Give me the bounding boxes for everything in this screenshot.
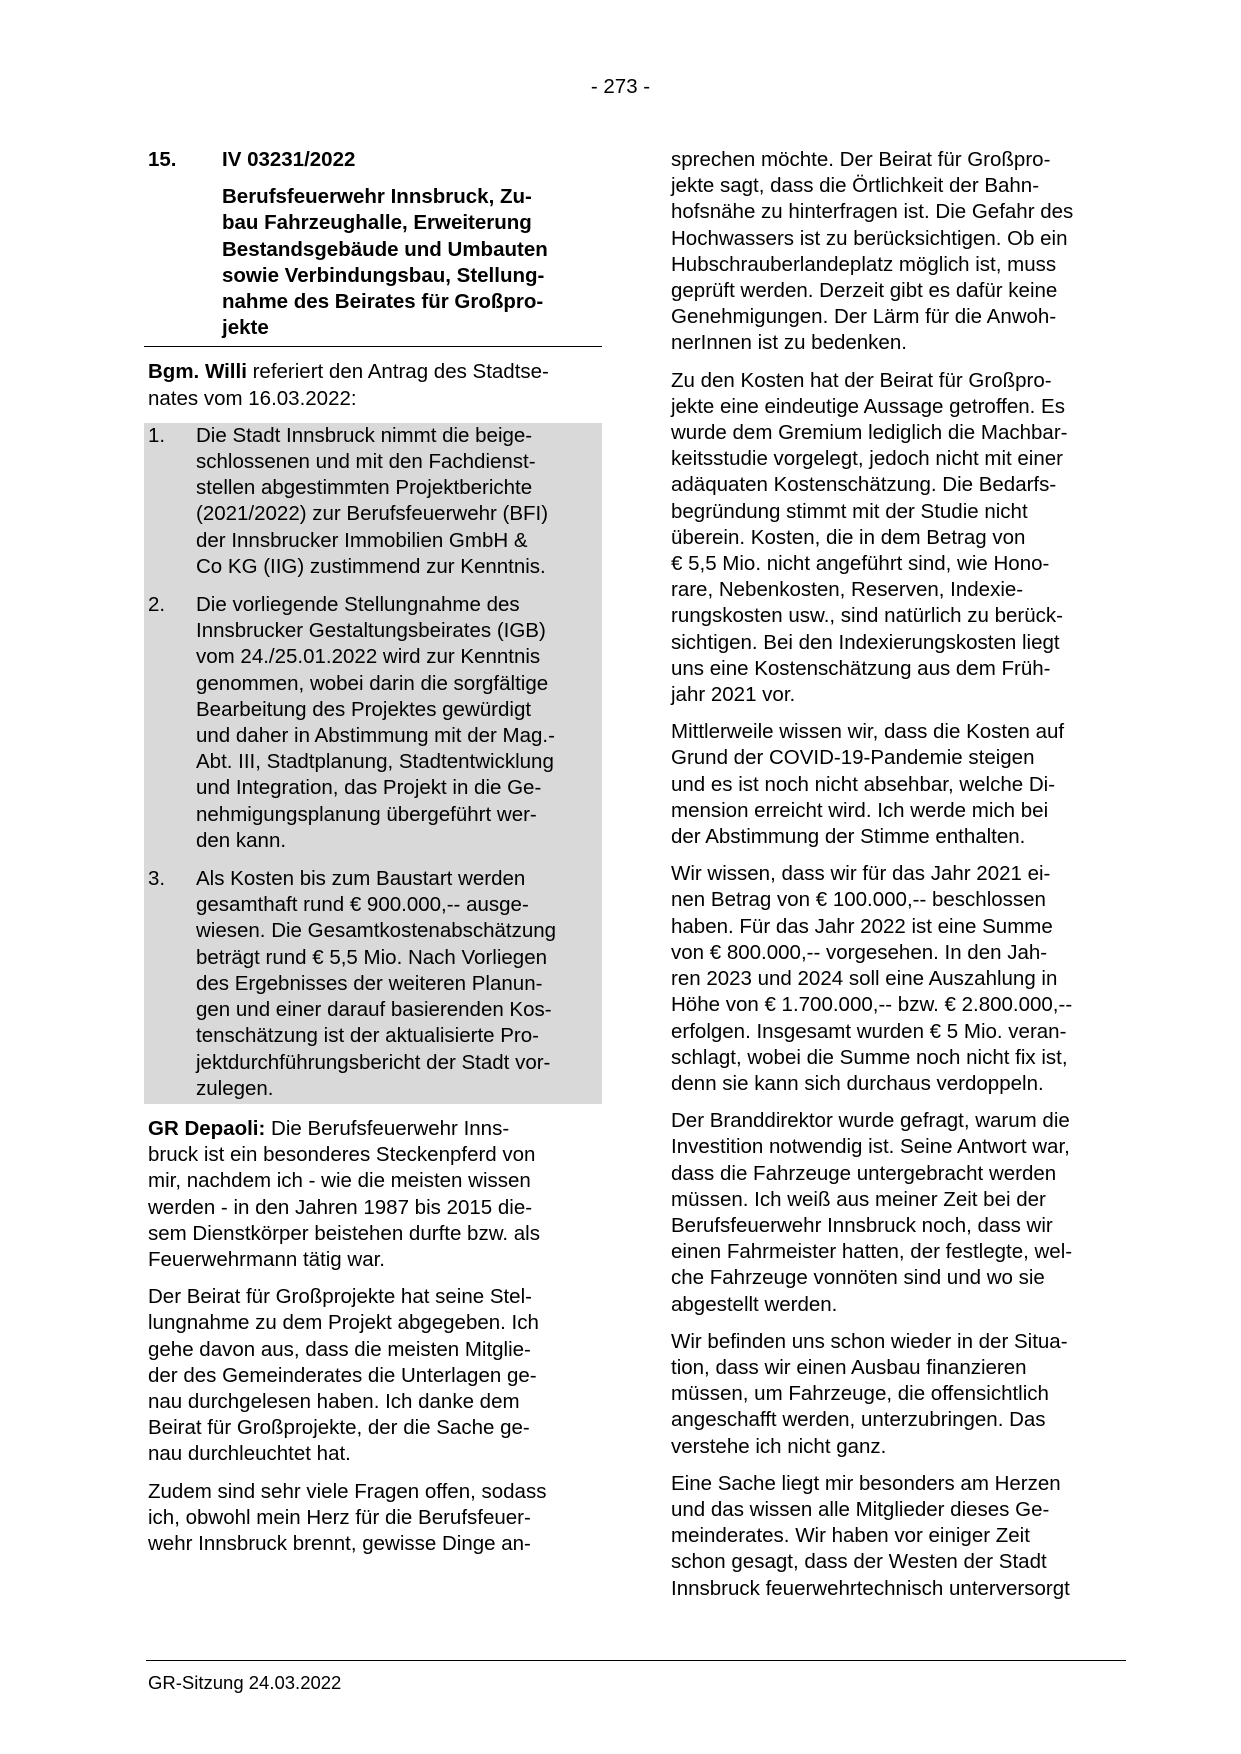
text-line: Der Branddirektor wurde gefragt, warum die bbox=[671, 1109, 1070, 1133]
motion-item-number: 1. bbox=[148, 423, 166, 447]
text-line: Mittlerweile wissen wir, dass die Kosten auf bbox=[671, 720, 1065, 744]
text-line: wehr Innsbruck brennt, gewisse Dinge an- bbox=[148, 1531, 531, 1555]
footer-divider bbox=[146, 1660, 1126, 1661]
text-line: Bearbeitung des Projektes gewürdigt bbox=[196, 697, 532, 721]
intro-line: referiert den Antrag des Stadtse- bbox=[246, 360, 549, 384]
text-line: gesamthaft rund € 900.000,-- ausge- bbox=[196, 893, 529, 917]
text-line: Innsbruck feuerwehrtechnisch unterversorgt bbox=[671, 1576, 1070, 1600]
intro-paragraph bbox=[148, 359, 602, 411]
text-line: nen Betrag von € 100.000,-- beschlossen bbox=[671, 888, 1046, 912]
motion-item-text bbox=[196, 866, 602, 1102]
text-line: Hochwassers ist zu berücksichtigen. Ob ein bbox=[671, 226, 1068, 250]
text-line: von € 800.000,-- vorgesehen. In den Jah- bbox=[671, 940, 1048, 964]
text-line: der Abstimmung der Stimme enthalten. bbox=[671, 825, 1026, 849]
text-line: abgestellt werden. bbox=[671, 1292, 838, 1316]
text-line: Hubschrauberlandeplatz möglich ist, muss bbox=[671, 252, 1057, 276]
text-line: schon gesagt, dass der Westen der Stadt bbox=[671, 1550, 1047, 1574]
motion-item bbox=[148, 423, 602, 592]
agenda-item-number: 15. bbox=[148, 148, 177, 171]
text-line: Co KG (IIG) zustimmend zur Kenntnis. bbox=[196, 554, 546, 578]
text-line: keitsstudie vorgelegt, jedoch nicht mit einer bbox=[671, 447, 1063, 471]
text-line: müssen, um Fahrzeuge, die offensichtlich bbox=[671, 1382, 1049, 1406]
title-line: Berufsfeuerwehr Innsbruck, Zu- bbox=[222, 185, 532, 209]
text-line: nau durchleuchtet hat. bbox=[148, 1442, 351, 1466]
depaoli-paragraph-3 bbox=[148, 1479, 602, 1558]
text-line: wiesen. Die Gesamtkostenabschätzung bbox=[196, 919, 557, 943]
motion-item-text bbox=[196, 592, 602, 854]
title-divider bbox=[144, 346, 602, 347]
text-line: hofsnähe zu hinterfragen ist. Die Gefahr des bbox=[671, 200, 1074, 224]
right-paragraph bbox=[671, 719, 1126, 850]
text-line: Wir wissen, dass wir für das Jahr 2021 ei- bbox=[671, 862, 1051, 886]
title-line: jekte bbox=[222, 316, 269, 340]
text-line: ren 2023 und 2024 soll eine Auszahlung in bbox=[671, 967, 1058, 991]
text-line: jektdurchführungsbericht der Stadt vor- bbox=[196, 1050, 551, 1074]
text-line: Grund der COVID-19-Pandemie steigen bbox=[671, 746, 1035, 770]
text-line: rungskosten usw., sind natürlich zu berück- bbox=[671, 604, 1063, 628]
text-line: Innsbrucker Gestaltungsbeirates (IGB) bbox=[196, 619, 546, 643]
text-line: Berufsfeuerwehr Innsbruck noch, dass wir bbox=[671, 1213, 1053, 1237]
text-line: Die Stadt Innsbruck nimmt die beige- bbox=[196, 423, 533, 447]
text-line: jekte sagt, dass die Örtlichkeit der Bahn- bbox=[671, 174, 1040, 198]
text-line: che Fahrzeuge vonnöten sind und wo sie bbox=[671, 1266, 1045, 1290]
text-line: meinderates. Wir haben vor einiger Zeit bbox=[671, 1524, 1030, 1548]
motion-item-number: 2. bbox=[148, 593, 166, 617]
text-line: und es ist noch nicht absehbar, welche Di- bbox=[671, 772, 1056, 796]
text-line: sprechen möchte. Der Beirat für Großpro- bbox=[671, 148, 1051, 171]
text-line: gen und einer darauf basierenden Kos- bbox=[196, 998, 552, 1022]
text-line: bruck ist ein besonderes Steckenpferd von bbox=[148, 1143, 536, 1167]
depaoli-paragraph-1 bbox=[148, 1116, 602, 1273]
text-line: und Integration, das Projekt in die Ge- bbox=[196, 776, 542, 800]
text-line: Zudem sind sehr viele Fragen offen, sodass bbox=[148, 1479, 547, 1503]
right-paragraph bbox=[671, 861, 1126, 1097]
text-line: schlossenen und mit den Fachdienst- bbox=[196, 450, 536, 474]
text-line: Genehmigungen. Der Lärm für die Anwoh- bbox=[671, 305, 1057, 329]
text-line: Die Berufsfeuerwehr Inns- bbox=[265, 1116, 510, 1140]
text-line: jahr 2021 vor. bbox=[671, 683, 796, 707]
right-column bbox=[671, 147, 1126, 1613]
text-line: mension erreicht wird. Ich werde mich bei bbox=[671, 798, 1049, 822]
text-line: angeschafft werden, unterzubringen. Das bbox=[671, 1408, 1046, 1432]
text-line: zulegen. bbox=[196, 1076, 274, 1100]
right-paragraph bbox=[671, 368, 1126, 709]
title-line: Bestandsgebäude und Umbauten bbox=[222, 237, 548, 261]
text-line: tenschätzung ist der aktualisierte Pro- bbox=[196, 1024, 539, 1048]
page-number: - 273 - bbox=[590, 75, 651, 98]
text-line: Höhe von € 1.700.000,-- bzw. € 2.800.000,-- bbox=[671, 993, 1073, 1017]
text-line: überein. Kosten, die in dem Betrag von bbox=[671, 525, 1026, 549]
text-line: tion, dass wir einen Ausbau finanzieren bbox=[671, 1355, 1027, 1379]
text-line: Beirat für Großprojekte, der die Sache ge- bbox=[148, 1416, 530, 1440]
title-line: bau Fahrzeughalle, Erweiterung bbox=[222, 211, 532, 235]
text-line: adäquaten Kostenschätzung. Die Bedarfs- bbox=[671, 473, 1057, 497]
depaoli-paragraph-2 bbox=[148, 1284, 602, 1467]
left-column bbox=[148, 147, 602, 1568]
text-line: und das wissen alle Mitglieder dieses Ge- bbox=[671, 1497, 1050, 1521]
text-line: sichtigen. Bei den Indexierungskosten liegt bbox=[671, 630, 1060, 654]
title-line: nahme des Beirates für Großpro- bbox=[222, 290, 544, 314]
text-line: haben. Für das Jahr 2022 ist eine Summe bbox=[671, 914, 1053, 938]
motion-item-text bbox=[196, 423, 602, 580]
text-line: nerInnen ist zu bedenken. bbox=[671, 331, 907, 355]
motion-item bbox=[148, 866, 602, 1102]
text-line: verstehe ich nicht ganz. bbox=[671, 1434, 887, 1458]
text-line: € 5,5 Mio. nicht angeführt sind, wie Hono- bbox=[671, 552, 1050, 576]
motion-item bbox=[148, 592, 602, 866]
text-line: Feuerwehrmann tätig war. bbox=[148, 1247, 386, 1271]
text-line: nau durchgelesen haben. Ich danke dem bbox=[148, 1389, 520, 1413]
text-line: vom 24./25.01.2022 wird zur Kenntnis bbox=[196, 645, 541, 669]
motion-item-number: 3. bbox=[148, 867, 166, 891]
text-line: nehmigungsplanung übergeführt wer- bbox=[196, 802, 537, 826]
speaker-name: Bgm. Willi bbox=[148, 360, 247, 384]
text-line: Der Beirat für Großprojekte hat seine Stel- bbox=[148, 1285, 532, 1309]
text-line: Abt. III, Stadtplanung, Stadtentwicklung bbox=[196, 750, 554, 774]
text-line: ich, obwohl mein Herz für die Berufsfeuer- bbox=[148, 1505, 531, 1529]
right-paragraph bbox=[671, 1108, 1126, 1318]
text-line: begründung stimmt mit der Studie nicht bbox=[671, 499, 1028, 523]
text-line: Wir befinden uns schon wieder in der Situa- bbox=[671, 1329, 1068, 1353]
text-line: sem Dienstkörper beistehen durfte bzw. als bbox=[148, 1221, 540, 1245]
intro-line: nates vom 16.03.2022: bbox=[148, 386, 357, 410]
text-line: jekte eine eindeutige Aussage getroffen. Es bbox=[671, 394, 1065, 418]
text-line: des Ergebnisses der weiteren Planun- bbox=[196, 971, 543, 995]
text-line: den kann. bbox=[196, 828, 287, 852]
text-line: wurde dem Gremium lediglich die Machbar- bbox=[671, 421, 1068, 445]
text-line: schlagt, wobei die Summe noch nicht fix ist, bbox=[671, 1045, 1068, 1069]
text-line: werden - in den Jahren 1987 bis 2015 die- bbox=[148, 1195, 533, 1219]
text-line: der Innsbrucker Immobilien GmbH & bbox=[196, 528, 528, 552]
text-line: (2021/2022) zur Berufsfeuerwehr (BFI) bbox=[196, 502, 549, 526]
text-line: einen Fahrmeister hatten, der festlegte, wel- bbox=[671, 1240, 1073, 1264]
speaker-name: GR Depaoli: bbox=[148, 1116, 266, 1140]
text-line: der des Gemeinderates die Unterlagen ge- bbox=[148, 1363, 537, 1387]
text-line: Investition notwendig ist. Seine Antwort war, bbox=[671, 1135, 1070, 1159]
text-line: dass die Fahrzeuge untergebracht werden bbox=[671, 1161, 1057, 1185]
text-line: geprüft werden. Derzeit gibt es dafür keine bbox=[671, 279, 1058, 303]
right-paragraph bbox=[671, 147, 1126, 357]
right-paragraph bbox=[671, 1471, 1126, 1602]
text-line: beträgt rund € 5,5 Mio. Nach Vorliegen bbox=[196, 945, 547, 969]
text-line: stellen abgestimmten Projektberichte bbox=[196, 476, 533, 500]
text-line: Die vorliegende Stellungnahme des bbox=[196, 593, 520, 617]
text-line: denn sie kann sich durchaus verdoppeln. bbox=[671, 1071, 1044, 1095]
right-paragraph bbox=[671, 1329, 1126, 1460]
text-line: genommen, wobei darin die sorgfältige bbox=[196, 671, 549, 695]
title-line: sowie Verbindungsbau, Stellung- bbox=[222, 263, 545, 287]
agenda-item-title bbox=[222, 184, 602, 346]
text-line: rare, Nebenkosten, Reserven, Indexie- bbox=[671, 578, 1024, 602]
motion-box bbox=[144, 423, 602, 1104]
agenda-item-reference: IV 03231/2022 bbox=[222, 148, 356, 171]
text-line: und daher in Abstimmung mit der Mag.- bbox=[196, 724, 555, 748]
text-line: uns eine Kostenschätzung aus dem Früh- bbox=[671, 656, 1051, 680]
text-line: Als Kosten bis zum Baustart werden bbox=[196, 867, 526, 891]
text-line: mir, nachdem ich - wie die meisten wissen bbox=[148, 1169, 531, 1193]
text-line: Eine Sache liegt mir besonders am Herzen bbox=[671, 1471, 1061, 1495]
text-line: gehe davon aus, dass die meisten Mitglie- bbox=[148, 1337, 531, 1361]
agenda-item-header bbox=[148, 147, 602, 173]
text-line: lungnahme zu dem Projekt abgegeben. Ich bbox=[148, 1311, 539, 1335]
footer-text: GR-Sitzung 24.03.2022 bbox=[148, 1672, 342, 1693]
text-line: Zu den Kosten hat der Beirat für Großpro- bbox=[671, 368, 1052, 392]
text-line: erfolgen. Insgesamt wurden € 5 Mio. veran- bbox=[671, 1019, 1067, 1043]
text-line: müssen. Ich weiß aus meiner Zeit bei der bbox=[671, 1187, 1046, 1211]
